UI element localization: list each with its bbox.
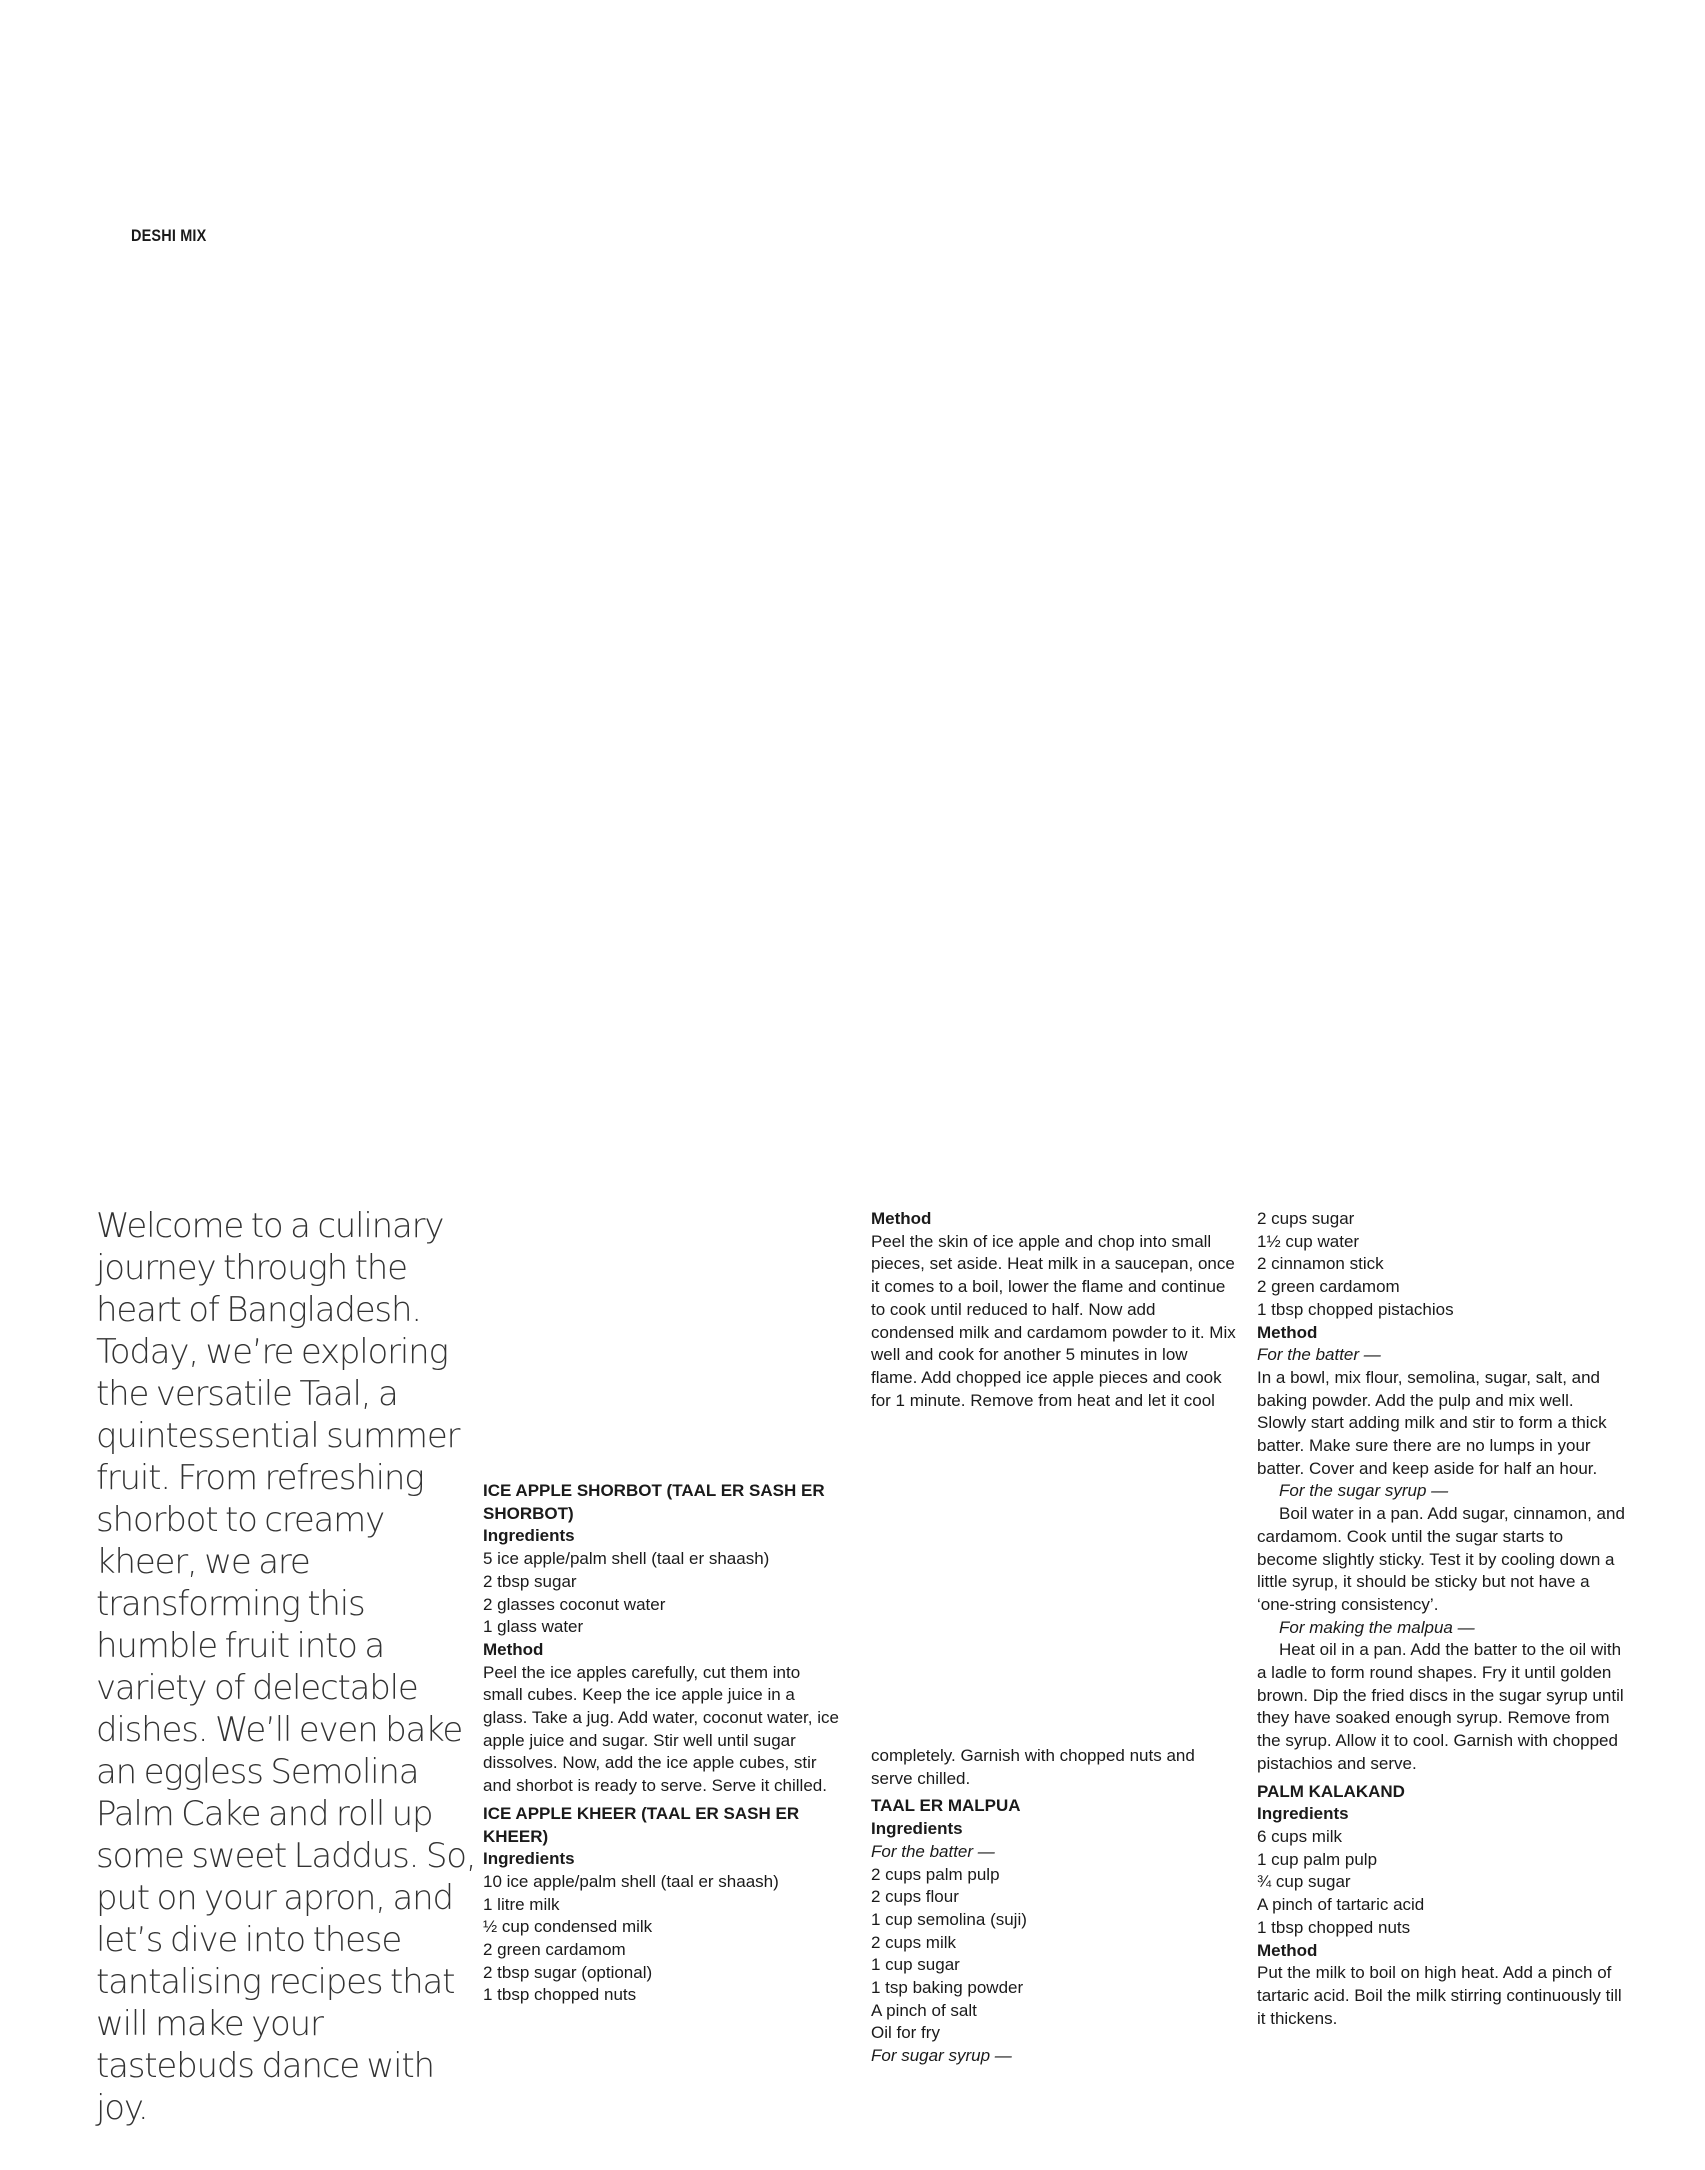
- ingredient-item: 2 green cardamom: [1257, 1277, 1400, 1297]
- subheading: For the batter —: [871, 1841, 995, 1861]
- ingredients-heading: Ingredients: [483, 1526, 575, 1546]
- ingredients-heading: Ingredients: [871, 1819, 963, 1839]
- column-3: [1257, 1208, 1627, 2030]
- ingredients-heading: Ingredients: [483, 1849, 575, 1869]
- ingredient-item: 1 tbsp chopped pistachios: [1257, 1299, 1454, 1319]
- ingredient-item: A pinch of tartaric acid: [1257, 1895, 1425, 1915]
- ingredient-item: 2 cups flour: [871, 1887, 959, 1907]
- ingredient-item: 2 cups palm pulp: [871, 1864, 1000, 1884]
- intro-paragraph: Welcome to a culinary journey through the heart of Bangladesh. Today, we’re exploring the versatile Taal, a quintessential summer fruit. From refreshing shorbot to creamy kheer, we are transforming this humble fruit into a variety of delectable dishes. We’ll even bake an eggless Semolina Palm Cake and roll up some sweet Laddus. So, put on your apron, and let’s dive into these tantalising recipes that will make your tastebuds dance with joy.: [96, 1206, 476, 2128]
- ingredient-item: Oil for fry: [871, 2023, 940, 2043]
- method-heading: Method: [871, 1209, 932, 1228]
- ingredient-item: 1½ cup water: [1257, 1231, 1360, 1251]
- subheading: For making the malpua —: [1279, 1617, 1475, 1637]
- section-tag: DESHI MIX: [131, 226, 207, 245]
- column-2-top: [871, 1208, 1236, 1412]
- ingredient-item: 2 green cardamom: [483, 1940, 626, 1960]
- ingredient-item: 1 cup palm pulp: [1257, 1849, 1378, 1869]
- ingredient-item: 2 cups milk: [871, 1932, 957, 1952]
- column-2-bottom: [871, 1745, 1236, 2068]
- ingredient-item: 1 litre milk: [483, 1894, 560, 1914]
- ingredient-item: 6 cups milk: [1257, 1826, 1343, 1846]
- ingredient-item: ¾ cup sugar: [1257, 1872, 1351, 1892]
- subheading: For the sugar syrup —: [1279, 1481, 1449, 1501]
- method-text: Boil water in a pan. Add sugar, cinnamon, and cardamom. Cook until the sugar starts to become slightly sticky. Test it by cooling down a little syrup, it should be sticky but not have a ‘one-string consistency’.: [1257, 1504, 1625, 1614]
- method-text: In a bowl, mix flour, semolina, sugar, salt, and baking powder. Add the pulp and mix well. Slowly start adding milk and stir to form a thick batter. Make sure there are no lumps in your batter. Cover and keep aside for half an hour.: [1257, 1367, 1607, 1478]
- method-text: Peel the ice apples carefully, cut them into small cubes. Keep the ice apple juice in a glass. Take a jug. Add water, coconut water, ice apple juice and sugar. Stir well until sugar dissolves. Now, add the ice apple cubes, stir and shorbot is ready to serve. Serve it chilled.: [483, 1662, 839, 1796]
- ingredient-item: 1 tsp baking powder: [871, 1978, 1024, 1998]
- ingredient-item: 1 cup semolina (suji): [871, 1909, 1027, 1929]
- method-heading: Method: [1257, 1940, 1318, 1960]
- ingredient-item: 1 glass water: [483, 1617, 584, 1637]
- column-1: [483, 1480, 843, 2007]
- method-text: Put the milk to boil on high heat. Add a pinch of tartaric acid. Boil the milk stirring continuously till it thickens.: [1257, 1963, 1622, 2028]
- ingredient-item: 5 ice apple/palm shell (taal er shaash): [483, 1549, 770, 1569]
- recipe-title: TAAL ER MALPUA: [871, 1796, 1021, 1816]
- subheading: For the batter —: [1257, 1345, 1381, 1365]
- ingredient-item: 1 tbsp chopped nuts: [483, 1985, 637, 2005]
- ingredient-item: 2 cinnamon stick: [1257, 1254, 1384, 1274]
- ingredient-item: A pinch of salt: [871, 2000, 977, 2020]
- method-text: completely. Garnish with chopped nuts and serve chilled.: [871, 1746, 1195, 1788]
- ingredient-item: 2 glasses coconut water: [483, 1594, 666, 1614]
- method-text: Heat oil in a pan. Add the batter to the oil with a ladle to form round shapes. Fry it until golden brown. Dip the fried discs in the sugar syrup until they have soaked enough syrup. Remove from the syrup. Allow it to cool. Garnish with chopped pistachios and serve.: [1257, 1640, 1624, 1773]
- method-heading: Method: [483, 1639, 544, 1659]
- ingredient-item: 2 cups sugar: [1257, 1209, 1355, 1228]
- ingredient-item: 2 tbsp sugar (optional): [483, 1962, 653, 1982]
- ingredient-item: 2 tbsp sugar: [483, 1571, 577, 1591]
- ingredients-heading: Ingredients: [1257, 1804, 1349, 1824]
- recipe-title: ICE APPLE SHORBOT (TAAL ER SASH ER SHORBOT): [483, 1481, 825, 1523]
- method-heading: Method: [1257, 1322, 1318, 1342]
- method-text: Peel the skin of ice apple and chop into small pieces, set aside. Heat milk in a saucepan, once it comes to a boil, lower the flame and continue to cook until reduced to half. Now add condensed milk and cardamom powder to it. Mix well and cook for another 5 minutes in low flame. Add chopped ice apple pieces and cook for 1 minute. Remove from heat and let it cool: [871, 1231, 1236, 1410]
- ingredient-item: 1 cup sugar: [871, 1955, 960, 1975]
- recipe-title: PALM KALAKAND: [1257, 1781, 1405, 1801]
- ingredient-item: ½ cup condensed milk: [483, 1917, 653, 1937]
- ingredient-item: 1 tbsp chopped nuts: [1257, 1917, 1411, 1937]
- subheading: For sugar syrup —: [871, 2046, 1012, 2066]
- ingredient-item: 10 ice apple/palm shell (taal er shaash): [483, 1871, 779, 1891]
- recipe-title: ICE APPLE KHEER (TAAL ER SASH ER KHEER): [483, 1803, 800, 1846]
